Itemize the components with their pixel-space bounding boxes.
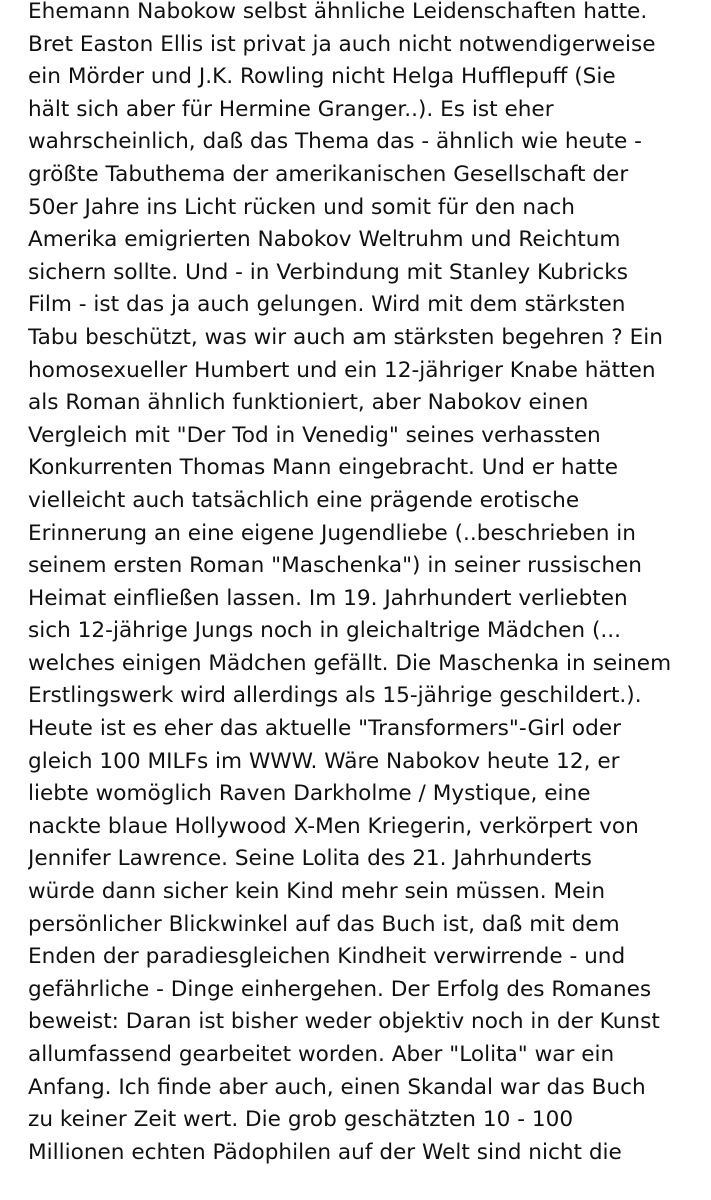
text-line: vielleicht auch tatsächlich eine prägende erotische — [28, 487, 580, 513]
text-line: sichern sollte. Und - in Verbindung mit Stanley Kubricks — [28, 259, 629, 285]
text-line: liebte womöglich Raven Darkholme / Mystique, eine — [28, 781, 591, 807]
text-line: Heute ist es eher das aktuelle "Transformers"-Girl oder — [28, 716, 622, 742]
text-line: nackte blaue Hollywood X-Men Kriegerin, verkörpert von — [28, 813, 639, 839]
text-line: Jennifer Lawrence. Seine Lolita des 21. Jahrhunderts — [28, 846, 592, 872]
text-line: größte Tabuthema der amerikanischen Gesellschaft der — [28, 161, 629, 187]
text-line: Vergleich mit "Der Tod in Venedig" seines verhassten — [28, 422, 601, 448]
text-line: Millionen echten Pädophilen auf der Welt sind nicht die — [28, 1139, 622, 1165]
text-line: seinem ersten Roman "Maschenka") in seiner russischen — [28, 553, 642, 579]
text-line: beweist: Daran ist bisher weder objektiv noch in der Kunst — [28, 1009, 660, 1035]
text-line: Ehemann Nabokow selbst ähnliche Leidenschaften hatte. — [28, 0, 648, 24]
text-line: gleich 100 MILFs im WWW. Wäre Nabokov heute 12, er — [28, 748, 620, 774]
text-line: Anfang. Ich finde aber auch, einen Skandal war das Buch — [28, 1074, 646, 1100]
text-line: Tabu beschützt, was wir auch am stärksten begehren ? Ein — [28, 324, 663, 350]
text-line: welches einigen Mädchen gefällt. Die Maschenka in seinem — [28, 650, 672, 676]
text-line: Erinnerung an eine eigene Jugendliebe (..beschrieben in — [28, 520, 636, 546]
text-line: Film - ist das ja auch gelungen. Wird mit dem stärksten — [28, 292, 626, 318]
text-line: ein Mörder und J.K. Rowling nicht Helga Hufflepuff (Sie — [28, 64, 616, 90]
review-text — [28, 0, 708, 1169]
text-line: Amerika emigrierten Nabokov Weltruhm und Reichtum — [28, 227, 621, 253]
text-line: Bret Easton Ellis ist privat ja auch nicht notwendigerweise — [28, 31, 656, 57]
text-line: Konkurrenten Thomas Mann eingebracht. Und er hatte — [28, 455, 619, 481]
text-line: homosexueller Humbert und ein 12-jähriger Knabe hätten — [28, 357, 656, 383]
text-line: Heimat einfließen lassen. Im 19. Jahrhundert verliebten — [28, 585, 628, 611]
text-line: Enden der paradiesgleichen Kindheit verwirrende - und — [28, 944, 626, 970]
text-line: 50er Jahre ins Licht rücken und somit für den nach — [28, 194, 575, 220]
text-line: würde dann sicher kein Kind mehr sein müssen. Mein — [28, 879, 606, 905]
text-line: gefährliche - Dinge einhergehen. Der Erfolg des Romanes — [28, 976, 652, 1002]
text-line: sich 12-jährige Jungs noch in gleichaltrige Mädchen (... — [28, 618, 621, 644]
text-line: als Roman ähnlich funktioniert, aber Nabokov einen — [28, 390, 589, 416]
text-line: Erstlingswerk wird allerdings als 15-jährige geschildert.). — [28, 683, 642, 709]
text-line: persönlicher Blickwinkel auf das Buch ist, daß mit dem — [28, 911, 620, 937]
text-line: allumfassend gearbeitet worden. Aber "Lolita" war ein — [28, 1042, 615, 1067]
text-line: hält sich aber für Hermine Granger..). Es ist eher — [28, 96, 554, 122]
text-line: wahrscheinlich, daß das Thema das - ähnlich wie heute - — [28, 129, 642, 155]
text-line: zu keiner Zeit wert. Die grob geschätzten 10 - 100 — [28, 1107, 574, 1133]
